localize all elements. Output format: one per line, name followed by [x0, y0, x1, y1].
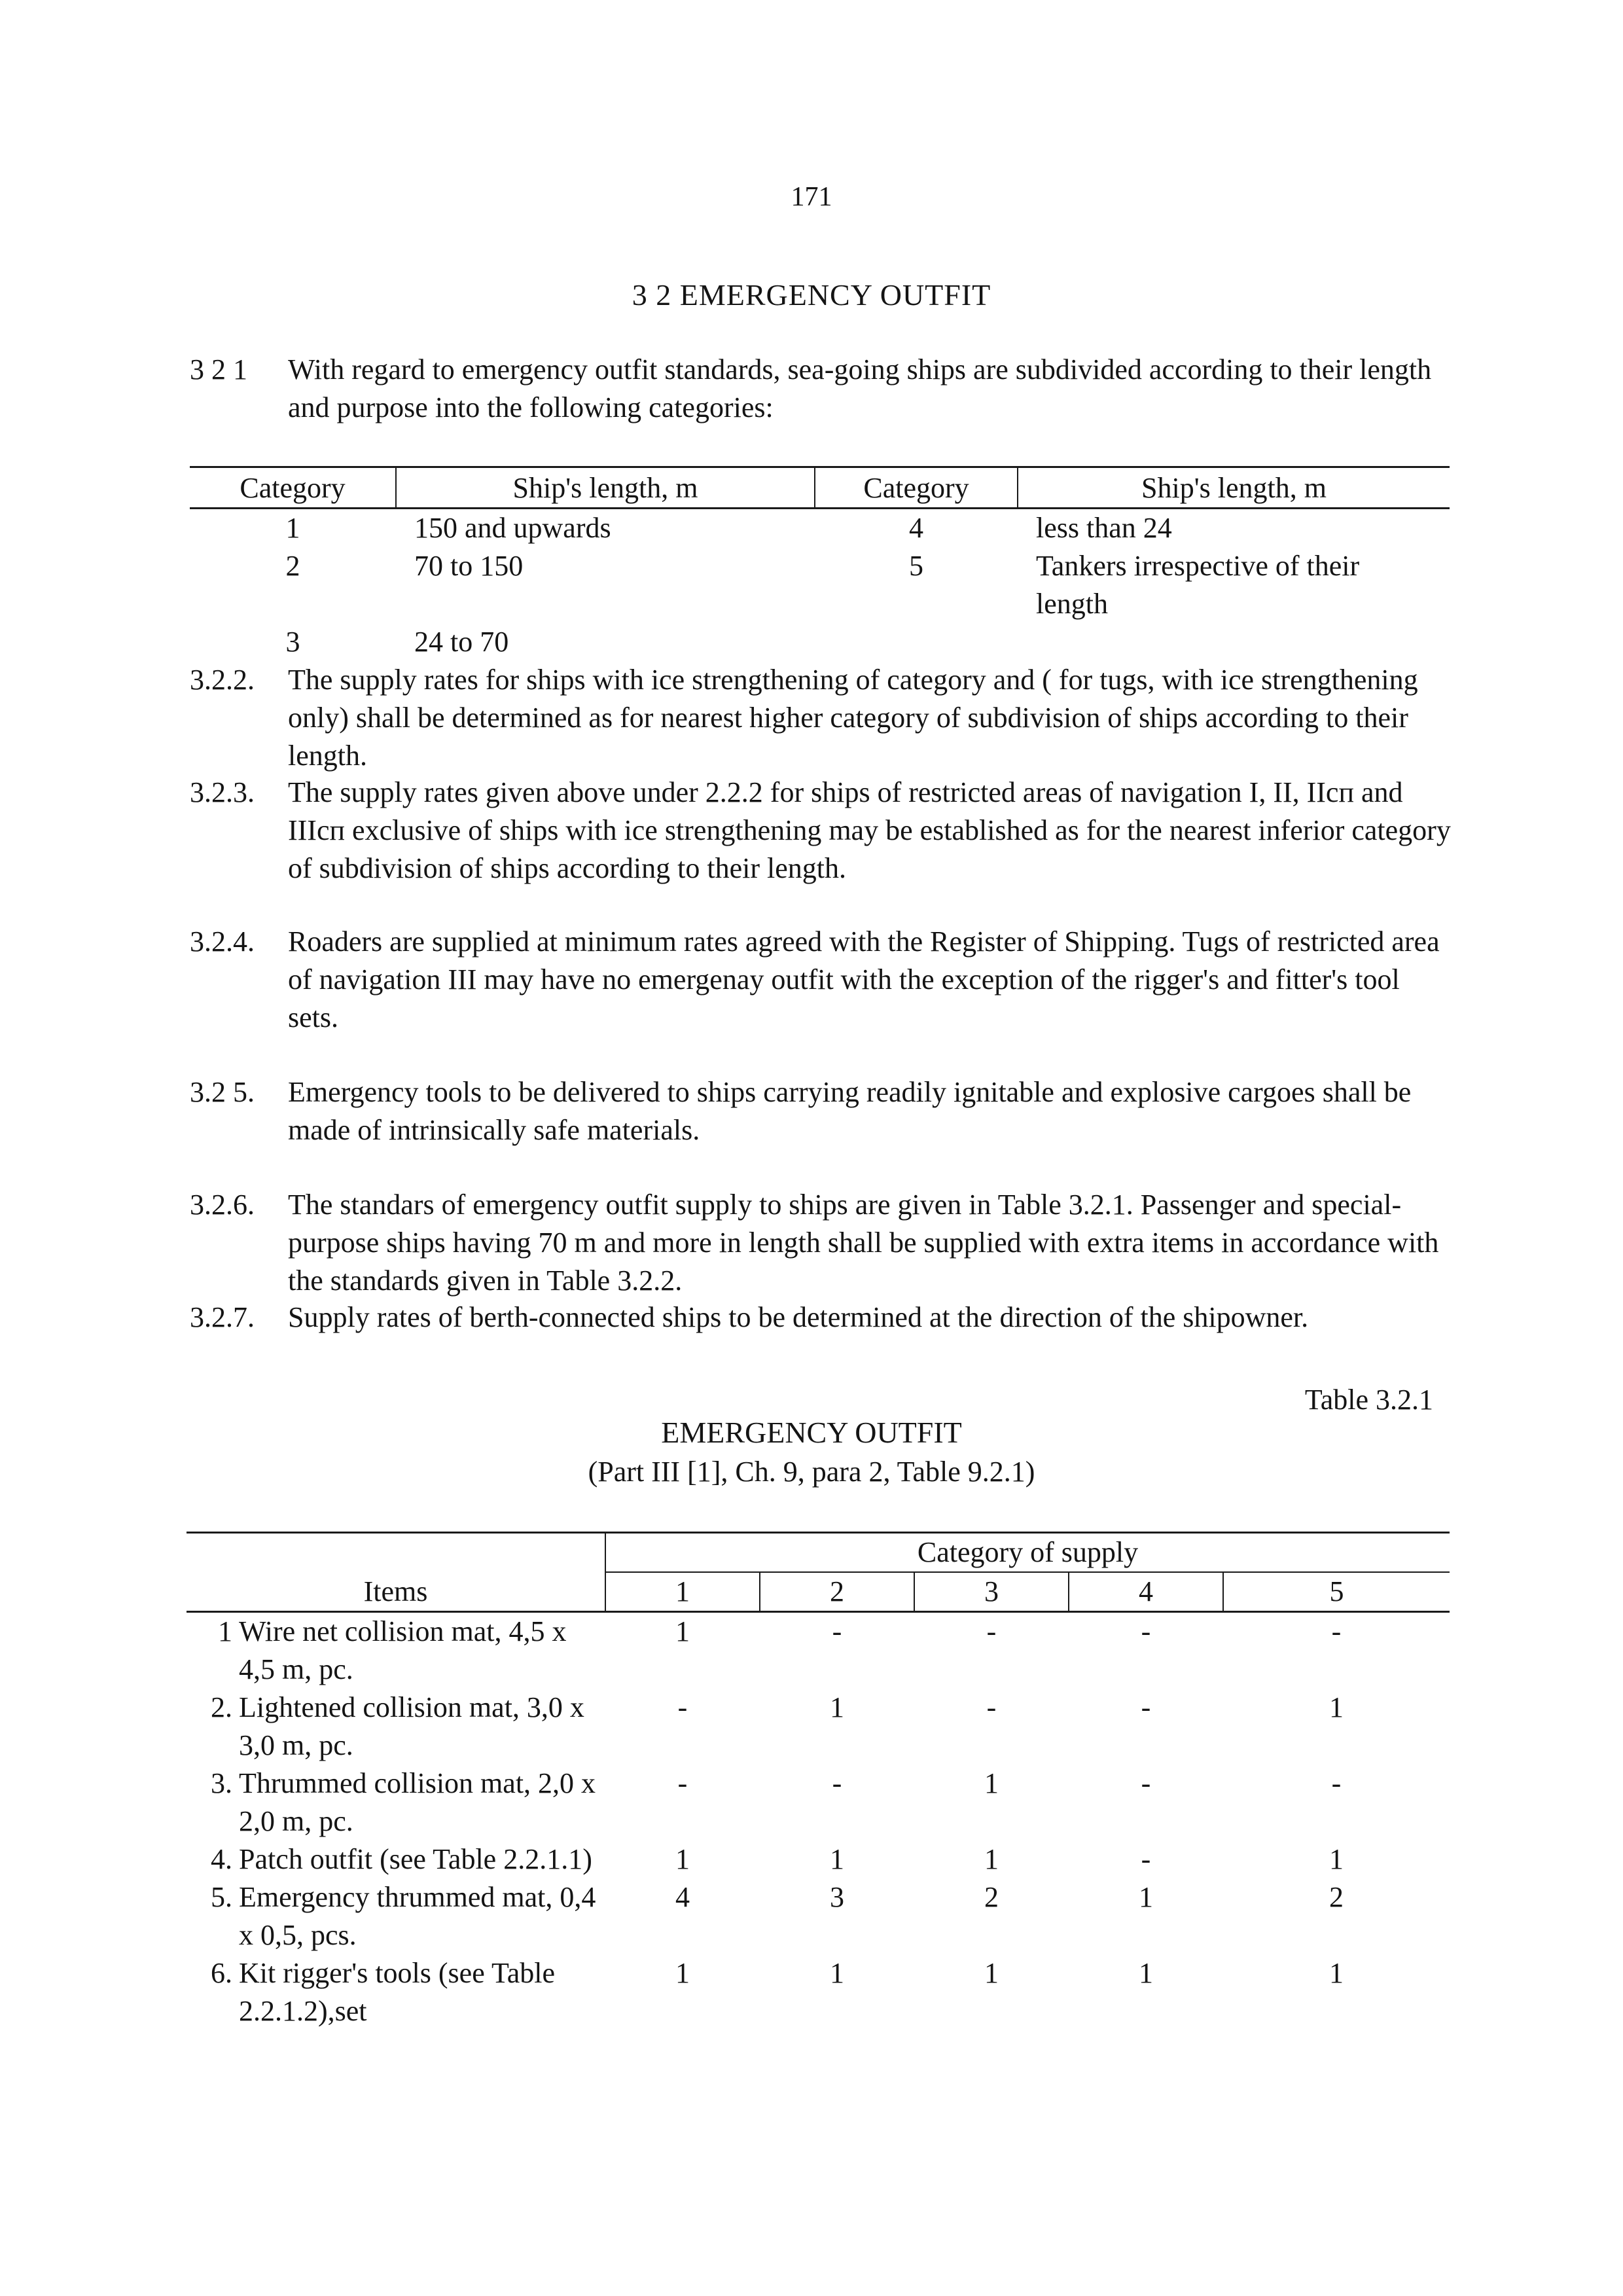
paragraph-number: 3.2 5. [190, 1076, 255, 1108]
item-description: Thrummed collision mat, 2,0 x 2,0 m, pc. [239, 1767, 596, 1837]
supply-value-cell: 3 [830, 1881, 844, 1913]
category-cell: 2 [285, 550, 300, 582]
length-cell [1018, 623, 1450, 661]
table-row [190, 509, 1450, 548]
item-number: 1 [218, 1615, 232, 1647]
paragraph-text: Supply rates of berth-connected ships to be determined at the direction of the shipowner. [288, 1301, 1309, 1333]
column-header: 1 [675, 1575, 690, 1607]
item-description: Wire net collision mat, 4,5 x 4,5 m, pc. [239, 1615, 567, 1685]
emergency-outfit-table [187, 1532, 1450, 2030]
item-number: 6. [211, 1957, 232, 1989]
item-cell [187, 1954, 605, 2030]
category-of-supply-header: Category of supply [605, 1533, 1450, 1573]
table-row [187, 1612, 1450, 1689]
item-number: 3. [211, 1767, 232, 1799]
outfit-table-header [187, 1533, 1450, 1573]
column-header: 2 [760, 1572, 914, 1612]
item-description: Patch outfit (see Table 2.2.1.1) [239, 1843, 592, 1875]
paragraph-number: 3.2.7. [190, 1301, 255, 1333]
item-number: 5. [211, 1881, 232, 1913]
item-cell [187, 1689, 605, 1765]
column-header: 5 [1223, 1572, 1450, 1612]
table-row [187, 1954, 1450, 2030]
section-title: 3 2 EMERGENCY OUTFIT [632, 278, 991, 312]
category-cell [815, 623, 1018, 661]
item-cell [187, 1840, 605, 1878]
supply-value-cell: 1 [1329, 1691, 1344, 1723]
header-length-1: Ship's length, m [396, 467, 815, 509]
supply-value-cell: 1 [1329, 1843, 1344, 1875]
table-row [187, 1840, 1450, 1878]
supply-value-cell: - [986, 1691, 997, 1723]
supply-value-cell: 4 [675, 1881, 690, 1913]
supply-value-cell: 1 [1139, 1881, 1153, 1913]
supply-value-cell: - [832, 1767, 842, 1799]
length-cell: less than 24 [1036, 512, 1172, 544]
category-cell: 4 [909, 512, 923, 544]
item-description: Emergency thrummed mat, 0,4 x 0,5, pcs. [239, 1881, 596, 1951]
supply-value-cell: - [1331, 1615, 1342, 1647]
item-cell [187, 1765, 605, 1840]
paragraph-number: 3.2.6. [190, 1189, 255, 1221]
table-subtitle: (Part III [1], Ch. 9, para 2, Table 9.2.1) [588, 1456, 1035, 1488]
paragraph-text: The supply rates given above under 2.2.2 for ships of restricted areas of navigation I, II, IIсп and IIIсп exclusive of ships with ice strengthening may be established as for the nearest inferior category of subdivision of ships according to their length. [288, 776, 1451, 884]
items-header: Items [187, 1533, 605, 1612]
supply-value-cell: 1 [830, 1691, 844, 1723]
supply-value-cell: - [832, 1615, 842, 1647]
supply-value-cell: 1 [1139, 1957, 1153, 1989]
supply-value-cell: 1 [984, 1843, 999, 1875]
item-cell [187, 1612, 605, 1689]
item-cell [187, 1878, 605, 1954]
paragraph-text: With regard to emergency outfit standards, sea-going ships are subdivided according to their length and purpose into the following categories: [288, 353, 1432, 423]
length-cell: Tankers irrespective of their length [1036, 550, 1360, 620]
supply-value-cell: - [1141, 1843, 1151, 1875]
paragraph-number: 3.2.3. [190, 776, 255, 808]
supply-value-cell: - [1141, 1615, 1151, 1647]
supply-value-cell: 1 [830, 1957, 844, 1989]
table-row [187, 1765, 1450, 1840]
supply-value-cell: 2 [984, 1881, 999, 1913]
paragraph-text: Emergency tools to be delivered to ships carrying readily ignitable and explosive cargoes shall be made of intrinsically safe materials. [288, 1076, 1412, 1146]
category-cell: 1 [285, 512, 300, 544]
supply-value-cell: 1 [675, 1615, 690, 1647]
supply-value-cell: - [1331, 1767, 1342, 1799]
supply-value-cell: 1 [1329, 1957, 1344, 1989]
supply-value-cell: 1 [830, 1843, 844, 1875]
page-number: 171 [791, 182, 832, 212]
paragraph-number: 3.2.2. [190, 664, 255, 696]
category-table-header [190, 467, 1450, 509]
item-description: Lightened collision mat, 3,0 x 3,0 m, pc. [239, 1691, 584, 1761]
paragraph-text: Roaders are supplied at minimum rates agreed with the Register of Shipping. Tugs of restricted area of navigation III may have no emergenay outfit with the exception of the rigger's and fitter's tool sets. [288, 925, 1440, 1033]
header-length-2: Ship's length, m [1018, 467, 1450, 509]
length-cell: 24 to 70 [414, 626, 509, 658]
table-row [187, 1878, 1450, 1954]
paragraph-number: 3 2 1 [190, 353, 247, 386]
table-caption: Table 3.2.1 [1304, 1384, 1433, 1416]
supply-value-cell: 1 [984, 1957, 999, 1989]
length-cell: 150 and upwards [414, 512, 611, 544]
paragraph-text: The supply rates for ships with ice strengthening of category and ( for tugs, with ice strengthening only) shall be determined as for nearest higher category of subdivision of ships according to their length. [288, 664, 1418, 772]
supply-value-cell: - [1141, 1767, 1151, 1799]
category-cell: 3 [285, 626, 300, 658]
supply-value-cell: 2 [1329, 1881, 1344, 1913]
item-description: Kit rigger's tools (see Table 2.2.1.2),set [239, 1957, 556, 2027]
item-number: 4. [211, 1843, 232, 1875]
table-title: EMERGENCY OUTFIT [661, 1416, 962, 1449]
supply-value-cell: 1 [675, 1843, 690, 1875]
header-category-2: Category [815, 467, 1018, 509]
supply-value-cell: - [986, 1615, 997, 1647]
table-row [190, 547, 1450, 623]
supply-value-cell: 1 [984, 1767, 999, 1799]
table-row [190, 623, 1450, 661]
supply-value-cell: - [677, 1767, 688, 1799]
item-number: 2. [211, 1691, 232, 1723]
category-table [190, 466, 1450, 661]
supply-value-cell: - [1141, 1691, 1151, 1723]
table-row [187, 1689, 1450, 1765]
supply-value-cell: 1 [675, 1957, 690, 1989]
header-category-1: Category [240, 472, 346, 504]
length-cell: 70 to 150 [414, 550, 524, 582]
paragraph-number: 3.2.4. [190, 925, 255, 958]
paragraph-text: The standars of emergency outfit supply to ships are given in Table 3.2.1. Passenger and special-purpose ships having 70 m and more in length shall be supplied with extra items in accordance with the standards given in Table 3.2.2. [288, 1189, 1439, 1297]
supply-value-cell: - [677, 1691, 688, 1723]
column-header: 4 [1069, 1572, 1223, 1612]
category-cell: 5 [909, 550, 923, 582]
column-header: 3 [914, 1572, 1069, 1612]
